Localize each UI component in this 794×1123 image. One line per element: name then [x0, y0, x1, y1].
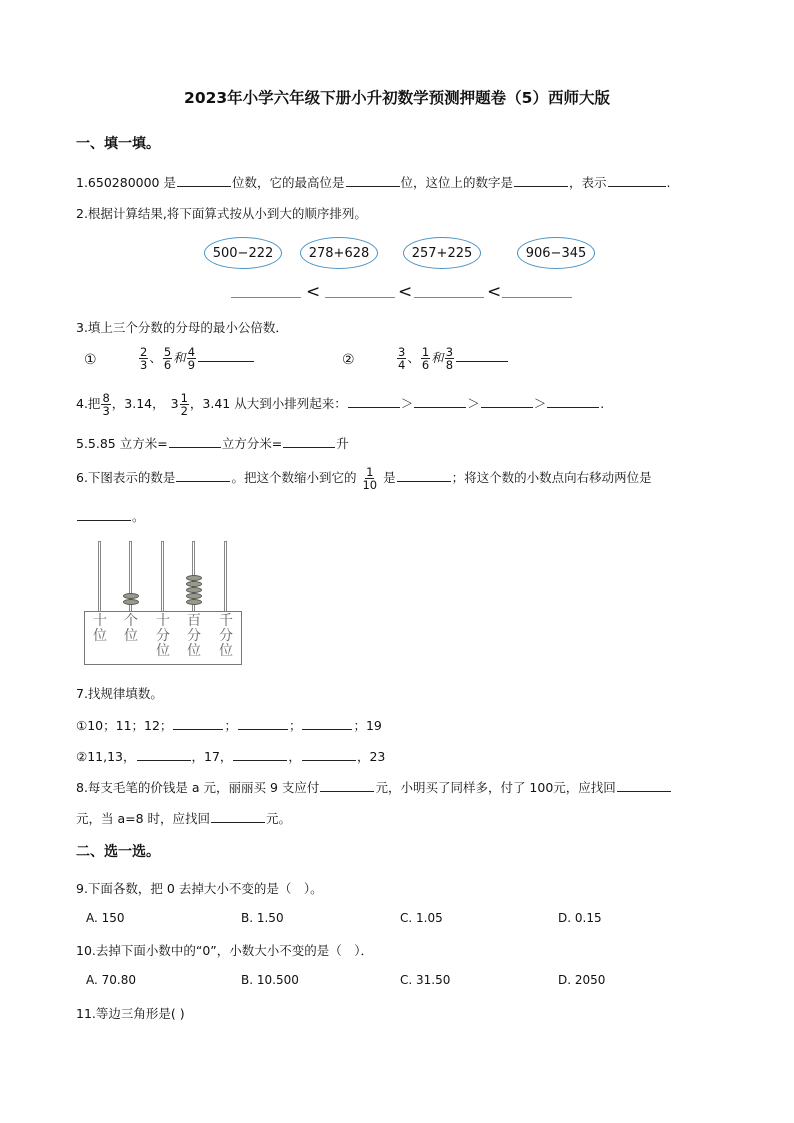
answer-blank[interactable]	[77, 508, 131, 521]
expression-oval: 257+225	[403, 237, 481, 269]
expression-oval: 906−345	[517, 237, 595, 269]
answer-blank[interactable]	[320, 779, 374, 792]
answer-blank[interactable]	[238, 717, 288, 730]
question-9: 9.下面各数，把 0 去掉大小不变的是（ ）。	[76, 881, 323, 896]
answer-blank[interactable]	[481, 395, 533, 408]
answer-blank[interactable]	[137, 748, 191, 761]
fraction-set-2: $\frac{3}{4}$ 、 $\frac{1}{6}$ 和 $\frac{3}{8}$	[396, 346, 509, 371]
circled-number-1: ①	[84, 352, 97, 368]
answer-blank[interactable]	[302, 748, 356, 761]
option-d[interactable]: D. 0.15	[558, 911, 602, 925]
abacus-rod	[224, 541, 227, 612]
answer-blank[interactable]	[302, 717, 352, 730]
abacus-rod	[161, 541, 164, 612]
sequence-row-2: ②11,13， ，17， ， ，23	[76, 749, 386, 764]
answer-blank[interactable]	[414, 395, 466, 408]
answer-blank[interactable]	[346, 174, 400, 187]
answer-blank[interactable]	[176, 469, 230, 482]
place-label-tens: 十 位	[93, 613, 107, 644]
abacus-bead	[186, 575, 202, 581]
answer-line[interactable]	[502, 297, 572, 298]
question-6-continued: 。	[76, 507, 145, 525]
answer-blank[interactable]	[456, 349, 508, 362]
abacus-rod	[98, 541, 101, 612]
abacus-bead	[123, 593, 139, 599]
section-heading-choose: 二、选一选。	[76, 844, 160, 860]
abacus-bead	[186, 581, 202, 587]
place-label-ones: 个 位	[124, 613, 138, 644]
expression-oval: 278+628	[300, 237, 378, 269]
question-10: 10.去掉下面小数中的“0”，小数大小不变的是（ ）．	[76, 943, 374, 958]
place-label-hundredths: 百 分 位	[187, 613, 201, 659]
less-than-sign: <	[398, 282, 413, 302]
option-a[interactable]: A. 70.80	[86, 973, 136, 987]
question-8: 8.每支毛笔的价钱是 a 元，丽丽买 9 支应付 元，小明买了同样多，付了 100元，应找回	[76, 778, 672, 796]
answer-line[interactable]	[231, 297, 301, 298]
answer-blank[interactable]	[608, 174, 666, 187]
less-than-sign: <	[306, 282, 321, 302]
option-a[interactable]: A. 150	[86, 911, 125, 925]
answer-blank[interactable]	[283, 435, 335, 448]
answer-blank[interactable]	[233, 748, 287, 761]
question-3: 3.填上三个分数的分母的最小公倍数．	[76, 320, 288, 335]
option-c[interactable]: C. 1.05	[400, 911, 443, 925]
question-7: 7.找规律填数。	[76, 686, 163, 701]
expression-oval: 500−222	[204, 237, 282, 269]
question-6: 6.下图表示的数是 。把这个数缩小到它的 $\frac{1}{10}$ 是 ；将这个数的小数点向右移动两位是	[76, 465, 652, 492]
answer-blank[interactable]	[617, 779, 671, 792]
answer-blank[interactable]	[211, 810, 265, 823]
answer-blank[interactable]	[547, 395, 599, 408]
answer-blank[interactable]	[173, 717, 223, 730]
question-5: 5.5.85 立方米= 立方分米= 升	[76, 436, 349, 451]
option-d[interactable]: D. 2050	[558, 973, 606, 987]
circled-number-2: ②	[342, 352, 355, 368]
question-8-continued: 元，当 a=8 时，应找回 元。	[76, 811, 292, 826]
abacus-bead	[186, 587, 202, 593]
answer-line[interactable]	[325, 297, 395, 298]
abacus-bead	[186, 593, 202, 599]
sequence-row-1: ①10；11；12； ； ； ；19	[76, 718, 382, 733]
page-title: 2023年小学六年级下册小升初数学预测押题卷（5）西师大版	[184, 89, 610, 107]
answer-blank[interactable]	[348, 395, 400, 408]
less-than-sign: <	[487, 282, 502, 302]
abacus-bead	[123, 599, 139, 605]
question-1: 1.650280000 是 位数，它的最高位是 位，这位上的数字是 ，表示 .	[76, 175, 671, 190]
question-2: 2.根据计算结果,将下面算式按从小到大的顺序排列。	[76, 206, 367, 221]
option-c[interactable]: C. 31.50	[400, 973, 451, 987]
answer-blank[interactable]	[514, 174, 568, 187]
answer-line[interactable]	[414, 297, 484, 298]
question-11: 11.等边三角形是( )	[76, 1006, 185, 1021]
answer-blank[interactable]	[169, 435, 221, 448]
fraction-set-1: $\frac{2}{3}$ 、 $\frac{5}{6}$ 和 $\frac{4}{9}$	[138, 346, 255, 371]
place-label-thousandths: 千 分 位	[219, 613, 233, 659]
section-heading-fill: 一、填一填。	[76, 136, 160, 152]
place-label-tenths: 十 分 位	[156, 613, 170, 659]
question-4: 4.把 $\frac{8}{3}$ ，3.14， 3 $\frac{1}{2}$ ，3.41 从大到小排列起来： ＞ ＞ ＞ .	[76, 391, 605, 418]
answer-blank[interactable]	[198, 349, 254, 362]
answer-blank[interactable]	[397, 469, 451, 482]
abacus-bead	[186, 599, 202, 605]
option-b[interactable]: B. 10.500	[241, 973, 299, 987]
answer-blank[interactable]	[177, 174, 231, 187]
option-b[interactable]: B. 1.50	[241, 911, 284, 925]
